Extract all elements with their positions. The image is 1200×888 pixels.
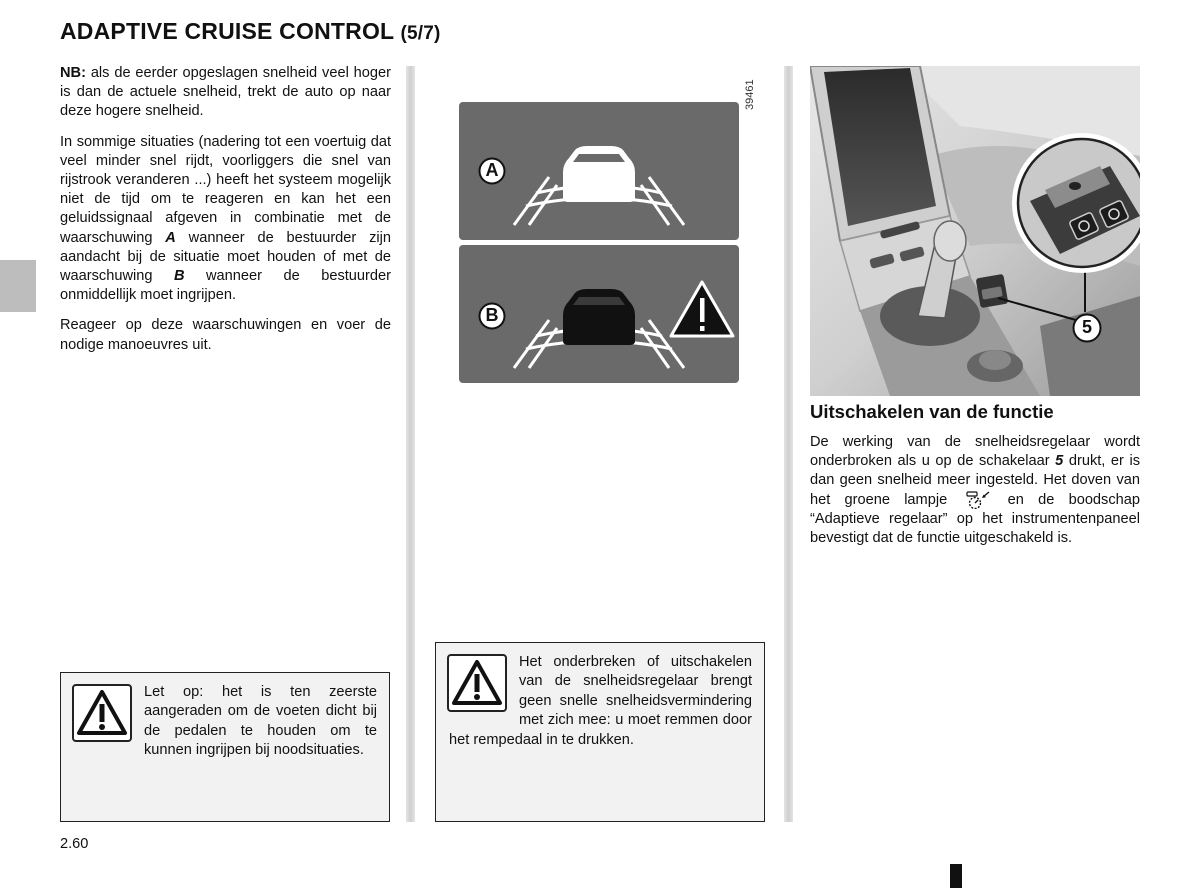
ref-b: B bbox=[173, 268, 185, 285]
ref-5: 5 bbox=[1055, 453, 1064, 470]
react-paragraph: Reageer op deze waarschuwingen en voer de nodige manoeuvres uit. bbox=[60, 317, 391, 353]
page-number: 2.60 bbox=[60, 836, 89, 852]
figure-console-switch bbox=[810, 66, 1140, 396]
column-separator-1 bbox=[406, 66, 415, 822]
column-separator-2 bbox=[784, 66, 793, 822]
section-heading: Uitschakelen van de functie bbox=[810, 401, 1054, 422]
column-1-text bbox=[60, 64, 391, 366]
deactivate-paragraph: De werking van de snelheidsregelaar wordt onderbroken als u op de schakelaar 5 drukt, er is dan geen snelheid meer ingesteld. Het doven van het groene lampje en de boodschap “Adaptieve regelaar” op het instrumentenpaneel bevestigt dat de functie uitgeschakeld is. bbox=[810, 434, 1140, 547]
nb-text: als de eerder opgeslagen snelheid veel hoger is dan de actuele snelheid, trekt de auto op naar deze hogere snelheid. bbox=[60, 65, 391, 120]
column-3-heading-wrap bbox=[810, 402, 1140, 421]
nb-paragraph bbox=[60, 64, 391, 122]
section-tab bbox=[0, 260, 36, 312]
label-a-badge: A bbox=[478, 157, 506, 185]
ref-a: A bbox=[165, 229, 176, 246]
page-title bbox=[60, 18, 441, 45]
title-main: ADAPTIVE CRUISE CONTROL bbox=[60, 18, 394, 44]
label-b-badge: B bbox=[478, 302, 506, 330]
warning-text-1: Let op: het is ten zeerste aangeraden om de voeten dicht bij de pedalen te houden om te kunnen ingrijpen bij noodsituaties. bbox=[144, 684, 377, 759]
cruise-control-lamp-icon bbox=[961, 491, 993, 509]
warning-text-2: Het onderbreken of uitschakelen van de snelheidsregelaar brengt geen snelle snelheidsvermindering met zich mee: u moet remmen door het rempedaal in te drukken. bbox=[449, 654, 752, 748]
label-5-badge: 5 bbox=[1072, 313, 1102, 343]
figure-ref-39461: 39461 bbox=[744, 79, 756, 110]
situation-paragraph: In sommige situaties (nadering tot een voertuig dat veel minder snel rijdt, voorliggers die snel van rijstrook veranderen ...) heeft het systeem mogelijk niet de tijd om te reageren en kan het een geluidssignaal afgeven in combinatie met de waarschuwing A wanneer de bestuurder zijn aandacht bij de situatie moet houden of met de waarschuwing B wanneer de bestuurder onmiddellijk moet ingrijpen. bbox=[60, 133, 391, 304]
edge-marker bbox=[950, 864, 962, 888]
warning-box-1 bbox=[60, 672, 390, 822]
figure-alert-display bbox=[459, 102, 739, 383]
nb-label: NB: bbox=[60, 65, 86, 81]
warning-box-2 bbox=[435, 642, 765, 822]
column-3-text bbox=[810, 433, 1140, 548]
title-page-of: (5/7) bbox=[400, 23, 441, 44]
